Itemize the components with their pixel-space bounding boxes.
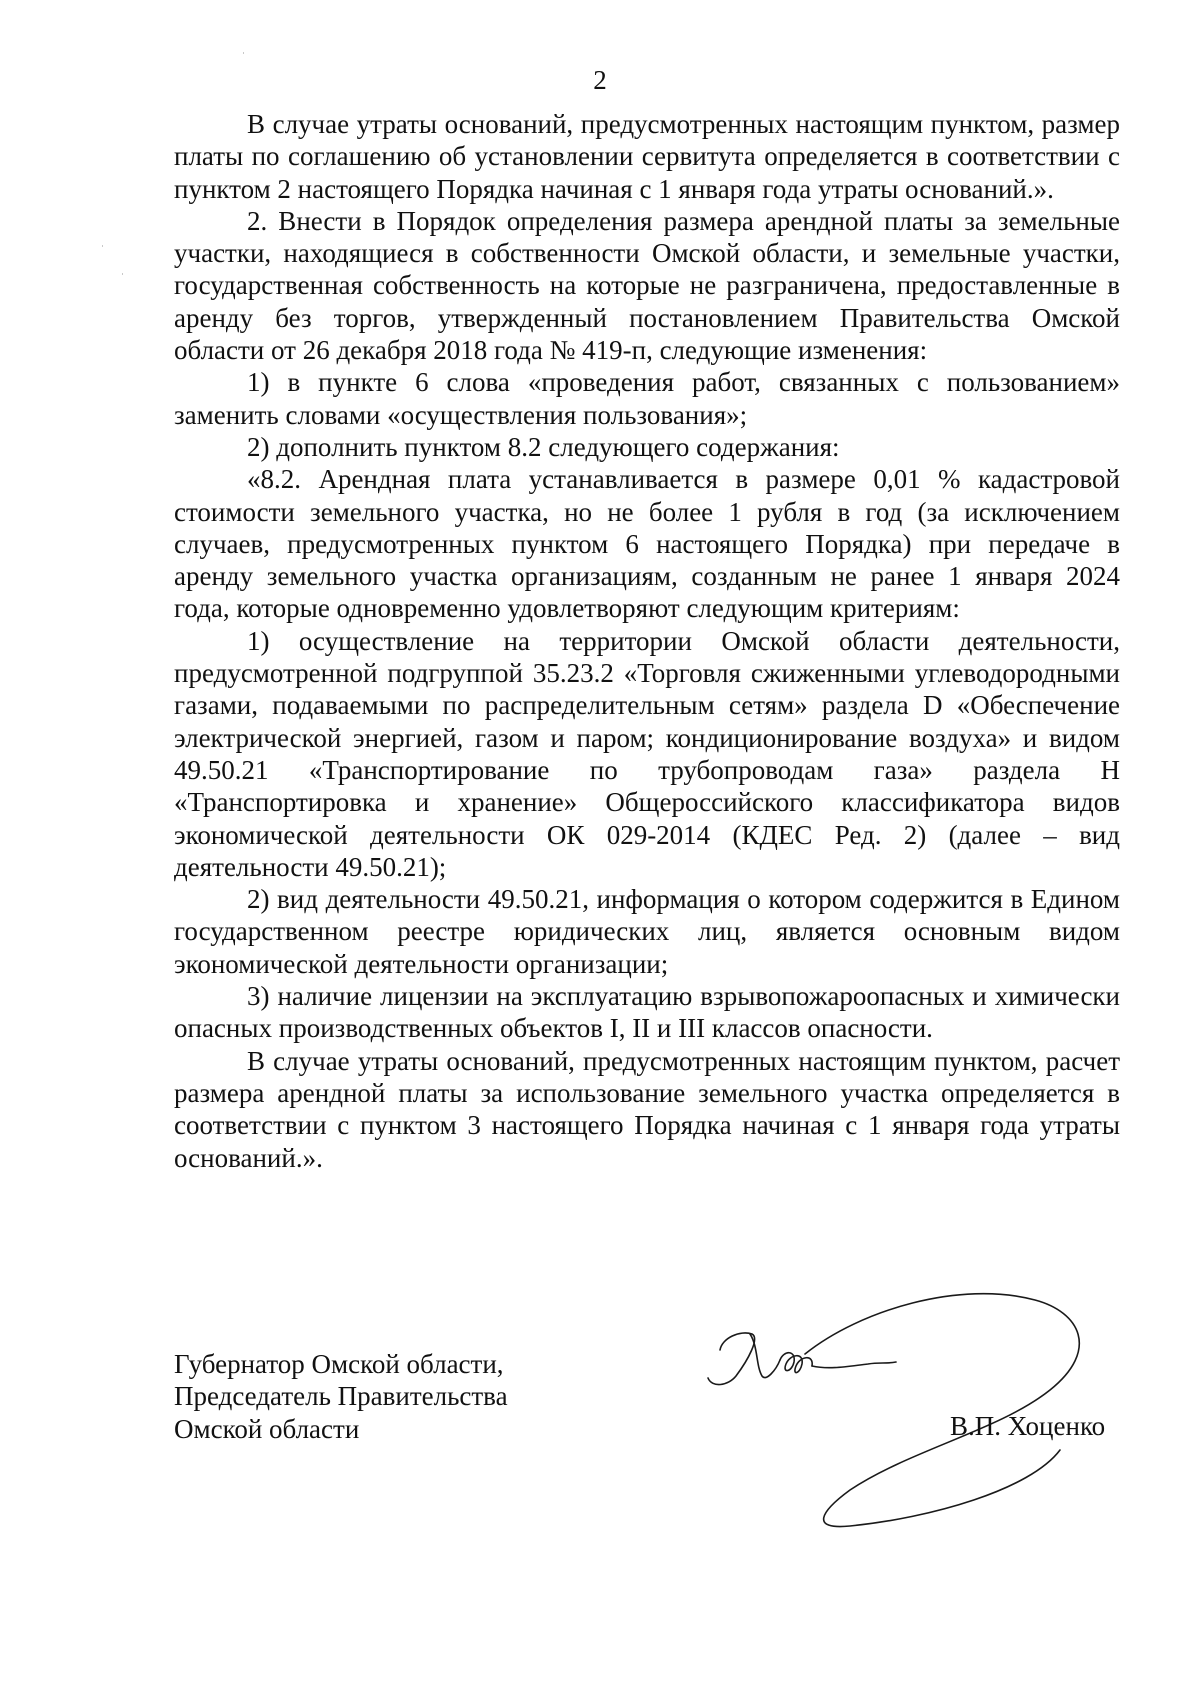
paragraph: 1) осуществление на территории Омской области деятельности, предусмотренной подгруппой 35.23.2 «Торговля сжиженными углеводородными газами, подаваемыми по распределительным сетям» раздела D «Обеспечение электрической энергией, газом и паром; кондиционирование воздуха» и видом 49.50.21 «Транспортирование по трубопроводам газа» раздела H «Транспортировка и хранение» Общероссийского классификатора видов экономической деятельности ОК 029-2014 (КДЕС Ред. 2) (далее – вид деятельности 49.50.21);	[174, 625, 1120, 882]
signatory-title	[174, 1348, 508, 1445]
paragraph: 3) наличие лицензии на эксплуатацию взрывопожароопасных и химически опасных производственных объектов I, II и III классов опасности.	[174, 981, 1120, 1044]
paragraph: 2) дополнить пунктом 8.2 следующего содержания:	[247, 431, 840, 462]
scan-artifact	[102, 245, 103, 247]
document-body	[174, 108, 1120, 1174]
signatory-name: В.П. Хоценко	[950, 1411, 1106, 1441]
page-number: 2	[593, 65, 607, 95]
paragraph: «8.2. Арендная плата устанавливается в размере 0,01 % кадастровой стоимости земельного участка, но не более 1 рубля в год (за исключением случаев, предусмотренных пунктом 6 настоящего Порядка) при передаче в аренду земельного участка организациям, созданным не ранее 1 января 2024 года, которые одновременно удовлетворяют следующим критериям:	[174, 464, 1120, 624]
paragraph: 1) в пункте 6 слова «проведения работ, связанных с пользованием» заменить словами «осуществления пользования»;	[174, 367, 1120, 430]
signatory-title-line: Губернатор Омской области,	[174, 1349, 504, 1379]
paragraph: 2) вид деятельности 49.50.21, информация о котором содержится в Едином государственном реестре юридических лиц, является основным видом экономической деятельности организации;	[174, 884, 1120, 979]
signatory-title-line: Омской области	[174, 1413, 360, 1444]
paragraph: В случае утраты оснований, предусмотренных настоящим пунктом, размер платы по соглашению об установлении сервитута определяется в соответствии с пунктом 2 настоящего Порядка начиная с 1 января года утраты оснований.».	[174, 109, 1120, 204]
paragraph: В случае утраты оснований, предусмотренных настоящим пунктом, расчет размера арендной платы за использование земельного участка определяется в соответствии с пунктом 3 настоящего Порядка начиная с 1 января года утраты оснований.».	[174, 1045, 1120, 1173]
signatory-title-line: Председатель Правительства	[174, 1381, 508, 1412]
scan-artifact	[243, 52, 244, 54]
scan-artifact	[122, 273, 123, 275]
paragraph: 2. Внести в Порядок определения размера арендной платы за земельные участки, находящиеся в собственности Омской области, и земельные участки, государственная собственность на которые не разграничена, предоставленные в аренду без торгов, утвержденный постановлением Правительства Омской области от 26 декабря 2018 года № 419-п, следующие изменения:	[174, 205, 1120, 366]
